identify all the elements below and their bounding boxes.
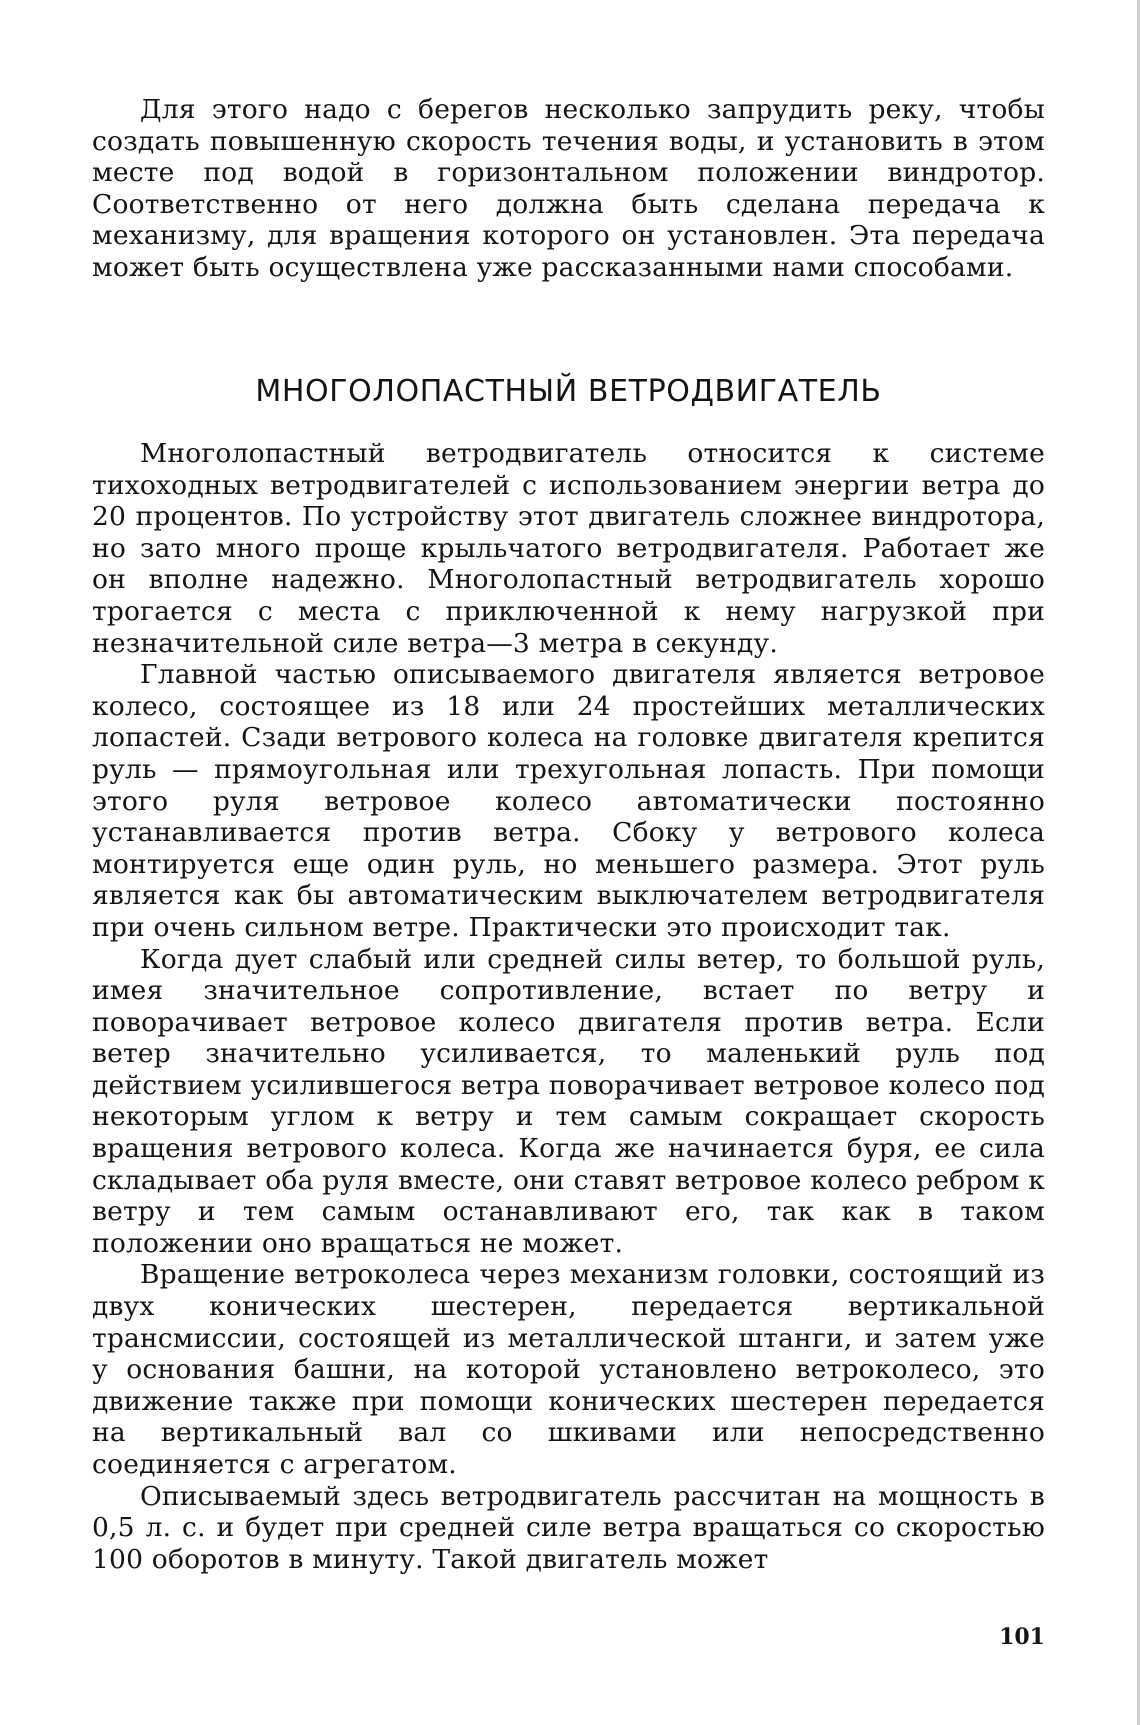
body-paragraph: Описываемый здесь ветродвигатель рассчитан на мощность в 0,5 л. с. и будет при средней силе ветра вращаться со скоростью 100 оборотов в минуту. Такой двигатель может [92,1480,1045,1575]
page-number: 101 [999,1624,1045,1650]
section-body [92,438,1045,1575]
section-heading: МНОГОЛОПАСТНЫЙ ВЕТРОДВИГАТЕЛЬ [255,374,882,409]
body-paragraph: Вращение ветроколеса через механизм головки, состоящий из двух конических шестерен, передается вертикальной трансмиссии, состоящей из металлической штанги, и затем уже у основания башни, на которой установлено ветроколесо, это движение также при помощи конических шестерен передается на вертикальный вал со шкивами или непосредственно соединяется с агрегатом. [92,1259,1045,1480]
body-paragraph: Многолопастный ветродвигатель относится к системе тихоходных ветродвигателей с использованием энергии ветра до 20 процентов. По устройству этот двигатель сложнее виндротора, но зато много проще крыльчатого ветродвигателя. Работает же он вполне надежно. Многолопастный ветродвигатель хорошо трогается с места с приключенной к нему нагрузкой при незначительной силе ветра—3 метра в секунду. [92,438,1045,659]
intro-text [92,94,1045,284]
body-paragraph: Главной частью описываемого двигателя является ветровое колесо, состоящее из 18 или 24 простейших металлических лопастей. Сзади ветрового колеса на головке двигателя крепится руль — прямоугольная или трехугольная лопасть. При помощи этого руля ветровое колесо автоматически постоянно устанавливается против ветра. Сбоку у ветрового колеса монтируется еще один руль, но меньшего размера. Этот руль является как бы автоматическим выключателем ветродвигателя при очень сильном ветре. Практически это происходит так. [92,659,1045,943]
intro-paragraph: Для этого надо с берегов несколько запрудить реку, чтобы создать повышенную скорость течения воды, и установить в этом месте под водой в горизонтальном положении виндротор. Соответственно от него должна быть сделана передача к механизму, для вращения которого он установлен. Эта передача может быть осуществлена уже рассказанными нами способами. [92,94,1045,283]
body-paragraph: Когда дует слабый или средней силы ветер, то большой руль, имея значительное сопротивление, встает по ветру и поворачивает ветровое колесо двигателя против ветра. Если ветер значительно усиливается, то маленький руль под действием усилившегося ветра поворачивает ветровое колесо под некоторым углом к ветру и тем самым сокращает скорость вращения ветрового колеса. Когда же начинается буря, ее сила складывает оба руля вместе, они ставят ветровое колесо ребром к ветру и тем самым останавливают его, так как в таком положении оно вращаться не может. [92,943,1045,1259]
